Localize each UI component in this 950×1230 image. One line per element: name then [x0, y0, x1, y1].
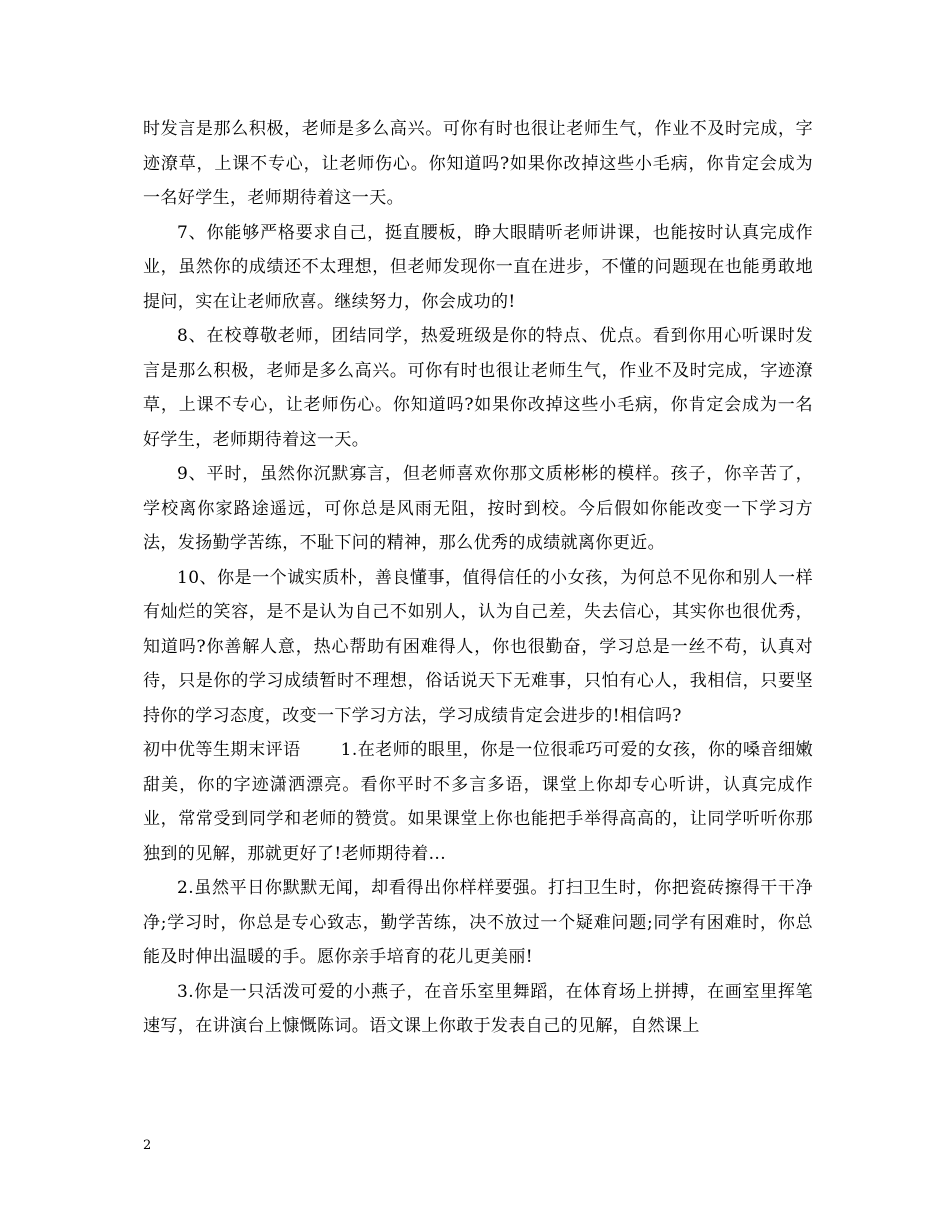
paragraph-comment-2: 2.虽然平日你默默无闻，却看得出你样样要强。打扫卫生时，你把瓷砖擦得干干净净;学习时，你总是专心致志，勤学苦练，决不放过一个疑难问题;同学有困难时，你总能及时伸出温暖的手。愿你亲手培育的花儿更美丽!	[143, 878, 813, 967]
page-number: 2	[143, 1138, 152, 1153]
document-body	[143, 112, 813, 1044]
paragraph-comment-3: 3.你是一只活泼可爱的小燕子，在音乐室里舞蹈，在体育场上拼搏，在画室里挥笔速写，在讲演台上慷慨陈词。语文课上你敢于发表自己的见解，自然课上	[143, 981, 813, 1036]
paragraph-comment-9: 9、平时，虽然你沉默寡言，但老师喜欢你那文质彬彬的模样。孩子，你辛苦了，学校离你家路途遥远，可你总是风雨无阻，按时到校。今后假如你能改变一下学习方法，发扬勤学苦练，不耻下问的精神，那么优秀的成绩就离你更近。	[143, 464, 813, 553]
paragraph-comment-10: 10、你是一个诚实质朴，善良懂事，值得信任的小女孩，为何总不见你和别人一样有灿烂的笑容，是不是认为自己不如别人，认为自己差，失去信心，其实你也很优秀，知道吗?你善解人意，热心帮助有困难得人，你也很勤奋，学习总是一丝不苟，认真对待，只是你的学习成绩暂时不理想，俗话说天下无难事，只怕有心人，我相信，只要坚持你的学习态度，改变一下学习方法，学习成绩肯定会进步的!相信吗?	[143, 567, 813, 726]
paragraph-comment-8: 8、在校尊敬老师，团结同学，热爱班级是你的特点、优点。看到你用心听课时发言是那么积极，老师是多么高兴。可你有时也很让老师生气，作业不及时完成，字迹潦草，上课不专心，让老师伤心。你知道吗?如果你改掉这些小毛病，你肯定会成为一名好学生，老师期待着这一天。	[143, 326, 813, 450]
paragraph-comment-7: 7、你能够严格要求自己，挺直腰板，睁大眼睛听老师讲课，也能按时认真完成作业，虽然你的成绩还不太理想，但老师发现你一直在进步，不懂的问题现在也能勇敢地提问，实在让老师欣喜。继续努力，你会成功的!	[143, 222, 813, 312]
paragraph-continuation: 时发言是那么积极，老师是多么高兴。可你有时也很让老师生气，作业不及时完成，字迹潦草，上课不专心，让老师伤心。你知道吗?如果你改掉这些小毛病，你肯定会成为一名好学生，老师期待着这一天。	[143, 119, 813, 208]
paragraph-section-start	[143, 733, 813, 871]
paragraph-comment-1: 1.在老师的眼里，你是一位很乖巧可爱的女孩，你的嗓音细嫩甜美，你的字迹潇洒漂亮。看你平时不多言多语，课堂上你却专心听讲，认真完成作业，常常受到同学和老师的赞赏。如果课堂上你也能把手举得高高的，让同学听听你那独到的见解，那就更好了!老师期待着...	[143, 740, 813, 864]
section-heading: 初中优等生期末评语	[143, 740, 301, 760]
